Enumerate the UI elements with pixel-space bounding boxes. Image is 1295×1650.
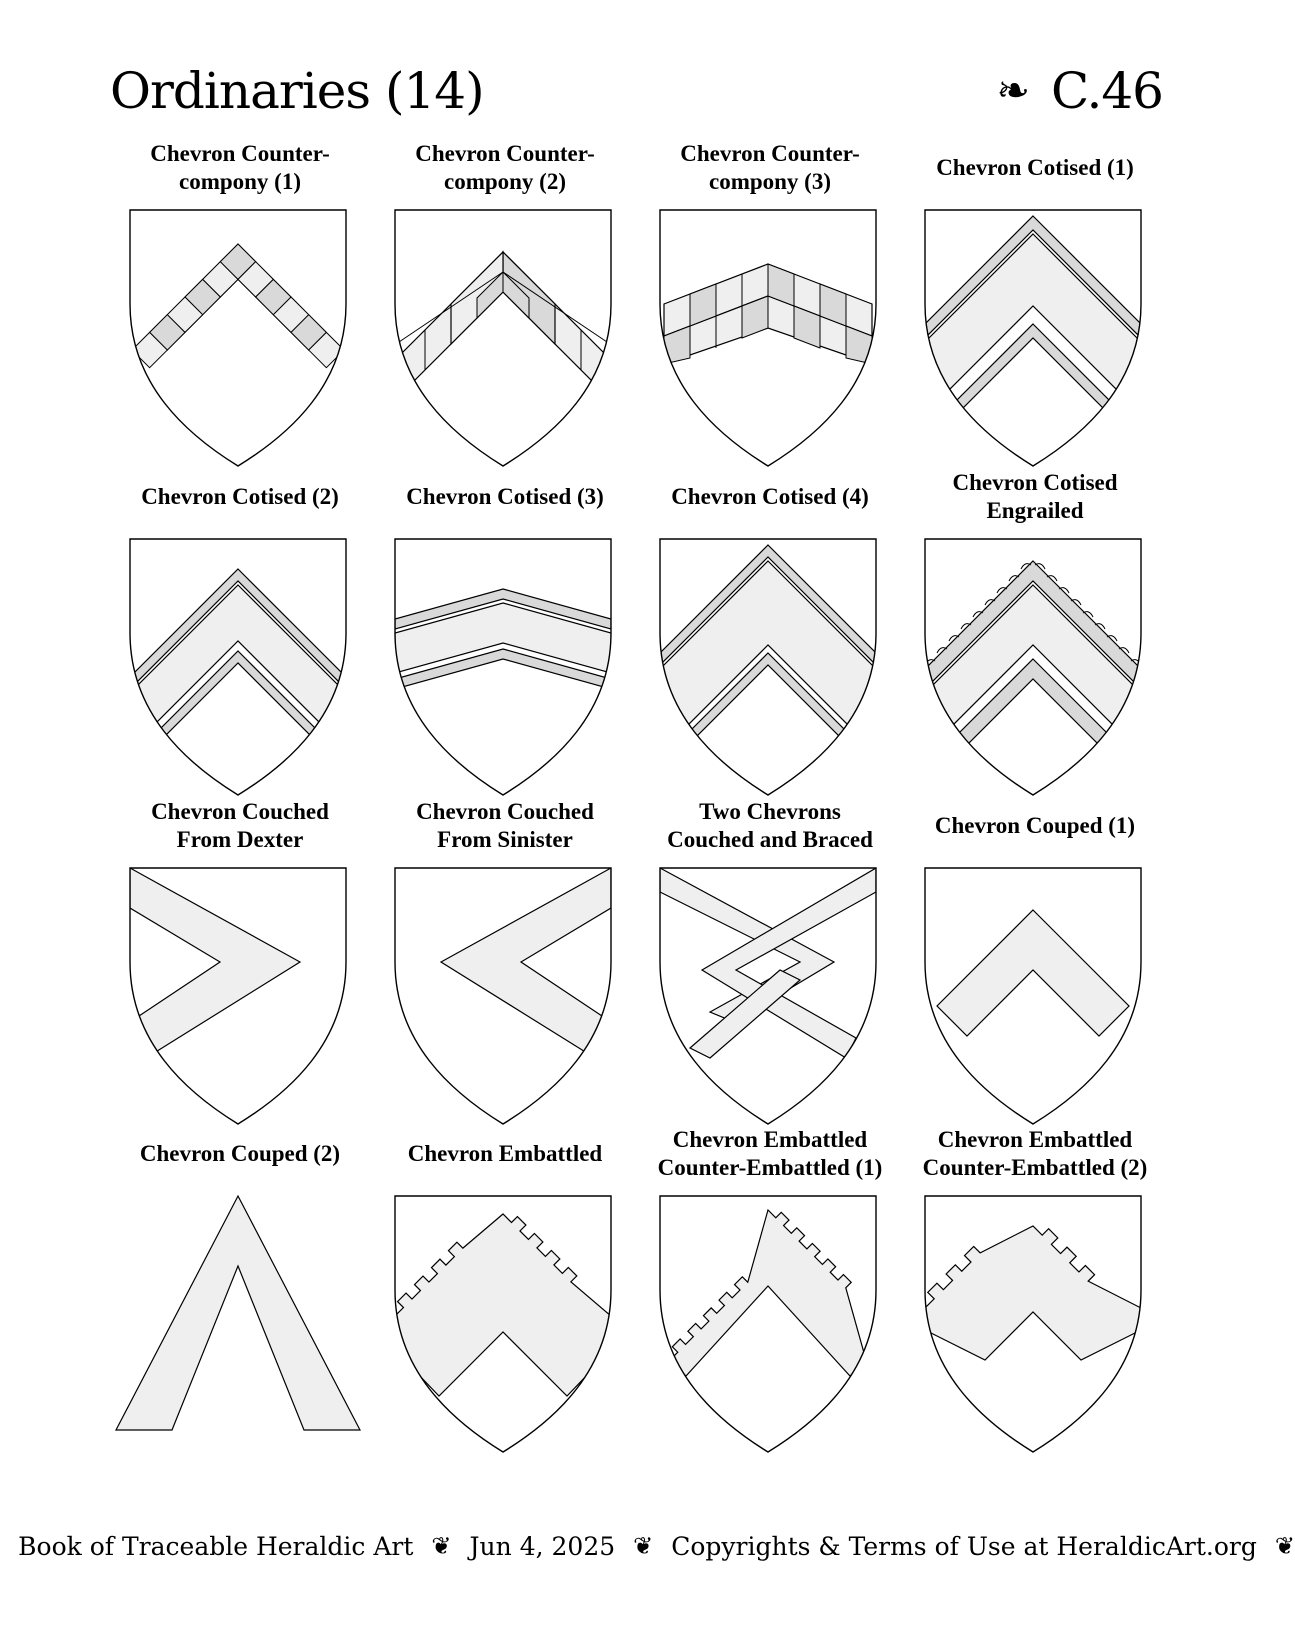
charge-cell[interactable]: [365, 794, 645, 1124]
charge-label: Two Chevrons Couched and Braced: [667, 799, 873, 852]
charge-label: Chevron Couched From Dexter: [151, 799, 329, 852]
charge-cell[interactable]: [365, 465, 645, 795]
charge-label: Chevron Embattled Counter-Embattled (1): [657, 1127, 883, 1180]
chevron-embattled-counter-1-icon: [650, 1190, 890, 1460]
chevron-embattled-counter-2-icon: [915, 1190, 1155, 1460]
charge-cell[interactable]: [895, 794, 1175, 1124]
charge-label: Chevron Cotised (2): [141, 484, 339, 509]
chevron-cotised-engrailed-icon: [915, 533, 1155, 803]
charge-label: Chevron Counter- compony (1): [150, 141, 330, 194]
charge-cell[interactable]: [895, 465, 1175, 795]
chevron-cotised-3-icon: [385, 533, 625, 803]
page-code-text: C.46: [1051, 62, 1163, 120]
page-footer: [0, 1526, 1295, 1566]
charge-label: Chevron Couped (2): [139, 1141, 341, 1166]
chevron-countercompony-3-icon: [650, 204, 890, 474]
chevron-countercompony-1-icon: [120, 204, 360, 474]
fleuron-icon: ❦: [633, 1532, 654, 1560]
charge-label: Chevron Cotised (1): [936, 155, 1134, 180]
chevron-couped-2-icon: [120, 1190, 360, 1460]
charge-cell[interactable]: [630, 465, 910, 795]
charge-cell[interactable]: [895, 1122, 1175, 1452]
chevron-embattled-icon: [385, 1190, 625, 1460]
chevron-countercompony-2-icon: [385, 204, 625, 474]
charge-cell[interactable]: [895, 136, 1175, 466]
chevron-cotised-1-icon: [915, 204, 1155, 474]
fleuron-icon: ❦: [431, 1532, 452, 1560]
charge-label: Chevron Cotised (4): [671, 484, 869, 509]
charge-label: Chevron Couched From Sinister: [416, 799, 594, 852]
charge-label: Chevron Counter- compony (2): [415, 141, 595, 194]
charge-cell[interactable]: [630, 136, 910, 466]
charge-cell[interactable]: [100, 136, 380, 466]
charge-cell[interactable]: [100, 794, 380, 1124]
chevron-couched-sinister-icon: [385, 862, 625, 1132]
charge-label: Chevron Cotised Engrailed: [952, 470, 1118, 523]
charge-label: Chevron Counter- compony (3): [680, 141, 860, 194]
chevron-couched-dexter-icon: [120, 862, 360, 1132]
charge-cell[interactable]: [365, 1122, 645, 1452]
charge-cell[interactable]: [100, 1122, 380, 1452]
charge-cell[interactable]: [100, 465, 380, 795]
charge-label: Chevron Cotised (3): [406, 484, 604, 509]
fleuron-icon: ❧: [996, 68, 1029, 114]
fleuron-icon: ❦: [1274, 1532, 1295, 1560]
footer-rights: Copyrights & Terms of Use at HeraldicArt.org: [671, 1531, 1257, 1561]
chevron-cotised-4-icon: [650, 533, 890, 803]
charge-cell[interactable]: [630, 794, 910, 1124]
two-chevrons-couched-braced-icon: [650, 862, 890, 1132]
page-title: Ordinaries (14): [110, 62, 484, 120]
chevron-cotised-2-icon: [120, 533, 360, 803]
footer-date: Jun 4, 2025: [469, 1531, 616, 1561]
charge-label: Chevron Couped (1): [934, 813, 1136, 838]
footer-book-title: Book of Traceable Heraldic Art: [18, 1531, 414, 1561]
charge-label: Chevron Embattled Counter-Embattled (2): [922, 1127, 1148, 1180]
charge-cell[interactable]: [630, 1122, 910, 1452]
chevron-couped-1-icon: [915, 862, 1155, 1132]
charge-label: Chevron Embattled: [407, 1141, 603, 1166]
charge-cell[interactable]: [365, 136, 645, 466]
